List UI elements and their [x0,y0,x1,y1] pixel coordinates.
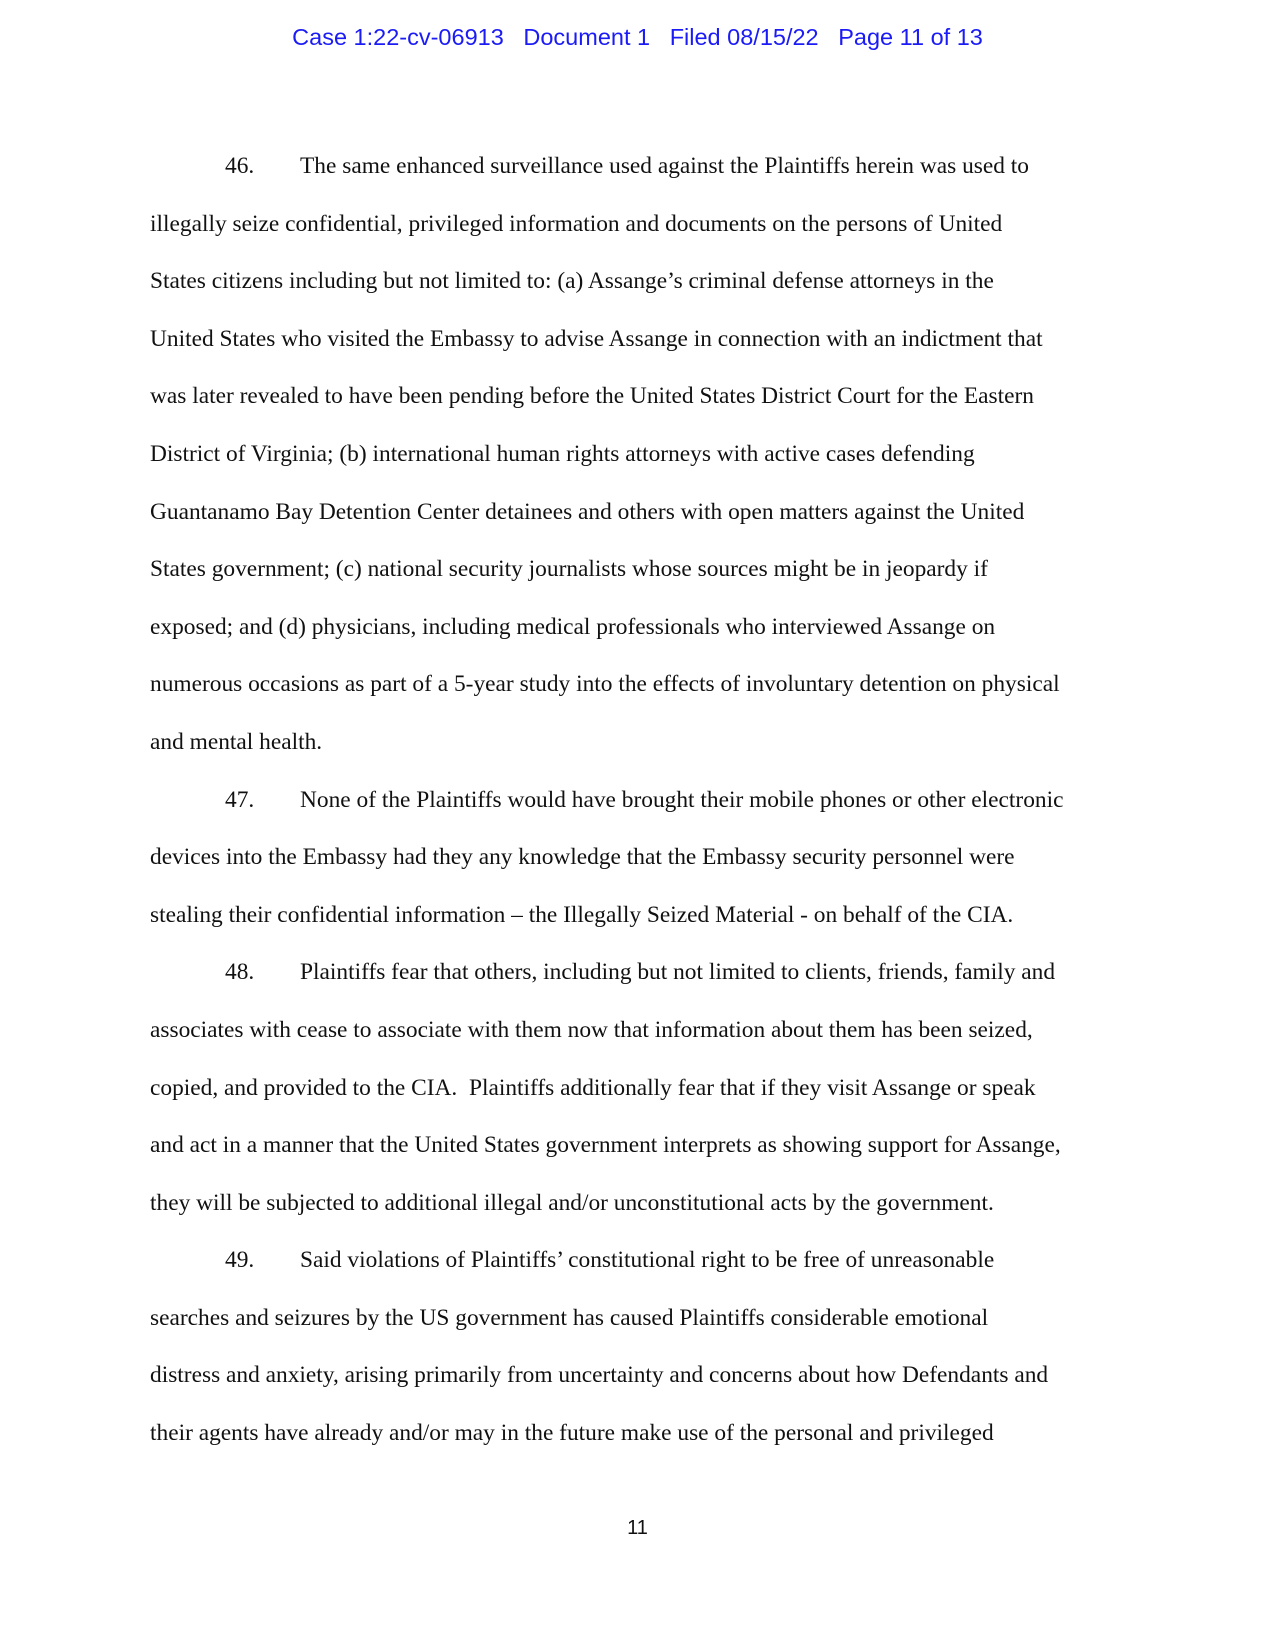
paragraph-line: exposed; and (d) physicians, including medical professionals who interviewed Assange on [150,613,996,640]
paragraph-line: associates with cease to associate with them now that information about them has been seized, [150,1016,1033,1043]
paragraph-line: distress and anxiety, arising primarily from uncertainty and concerns about how Defendants and [150,1362,1049,1389]
paragraph-line: and act in a manner that the United States government interprets as showing support for Assange, [150,1132,1061,1159]
paragraph-first-line [150,1232,1140,1290]
paragraph-line: searches and seizures by the US government has caused Plaintiffs considerable emotional [150,1304,989,1331]
case-number: Case 1:22-cv-06913 [292,24,504,50]
paragraph-line: stealing their confidential information – the Illegally Seized Material - on behalf of the CIA. [150,901,1014,928]
paragraph-line: Said violations of Plaintiffs’ constitutional right to be free of unreasonable [300,1247,995,1274]
paragraph-46 [150,138,1140,772]
document-body [150,138,1140,1463]
paragraph-line: devices into the Embassy had they any knowledge that the Embassy security personnel were [150,844,1015,871]
paragraph-line: copied, and provided to the CIA. Plaintiffs additionally fear that if they visit Assange or speak [150,1074,1036,1101]
paragraph-line: States citizens including but not limited to: (a) Assange’s criminal defense attorneys in the [150,268,994,295]
paragraph-line: District of Virginia; (b) international human rights attorneys with active cases defending [150,440,975,467]
paragraph-line: States government; (c) national security journalists whose sources might be in jeopardy if [150,556,988,583]
paragraph-line: United States who visited the Embassy to advise Assange in connection with an indictment that [150,325,1043,352]
paragraph-47 [150,772,1140,945]
paragraph-number: 47. [225,786,255,813]
case-header [0,20,1275,54]
paragraph-line: they will be subjected to additional illegal and/or unconstitutional acts by the government. [150,1189,994,1216]
paragraph-first-line [150,138,1140,196]
paragraph-number: 49. [225,1247,255,1274]
paragraph-48 [150,944,1140,1232]
paragraph-line: Plaintiffs fear that others, including but not limited to clients, friends, family and [300,959,1056,986]
paragraph-line: their agents have already and/or may in the future make use of the personal and privileged [150,1420,994,1447]
paragraph-first-line [150,772,1140,830]
paragraph-line: None of the Plaintiffs would have brought their mobile phones or other electronic [300,786,1064,813]
paragraph-number: 46. [225,153,255,179]
paragraph-first-line [150,944,1140,1002]
paragraph-line: illegally seize confidential, privileged information and documents on the persons of United [150,210,1003,237]
paragraph-line: Guantanamo Bay Detention Center detainees and others with open matters against the United [150,498,1025,525]
paragraph-line: The same enhanced surveillance used against the Plaintiffs herein was used to [300,153,1029,179]
paragraph-line: was later revealed to have been pending before the United States District Court for the Eastern [150,383,1034,410]
page-of-total: Page 11 of 13 [838,24,983,50]
paragraph-line: and mental health. [150,728,323,755]
paragraph-line: numerous occasions as part of a 5-year study into the effects of involuntary detention on physical [150,671,1060,698]
paragraph-49 [150,1232,1140,1462]
paragraph-number: 48. [225,959,255,986]
page-number: 11 [627,1517,648,1539]
filed-date: Filed 08/15/22 [669,24,819,50]
document-number: Document 1 [523,24,651,50]
